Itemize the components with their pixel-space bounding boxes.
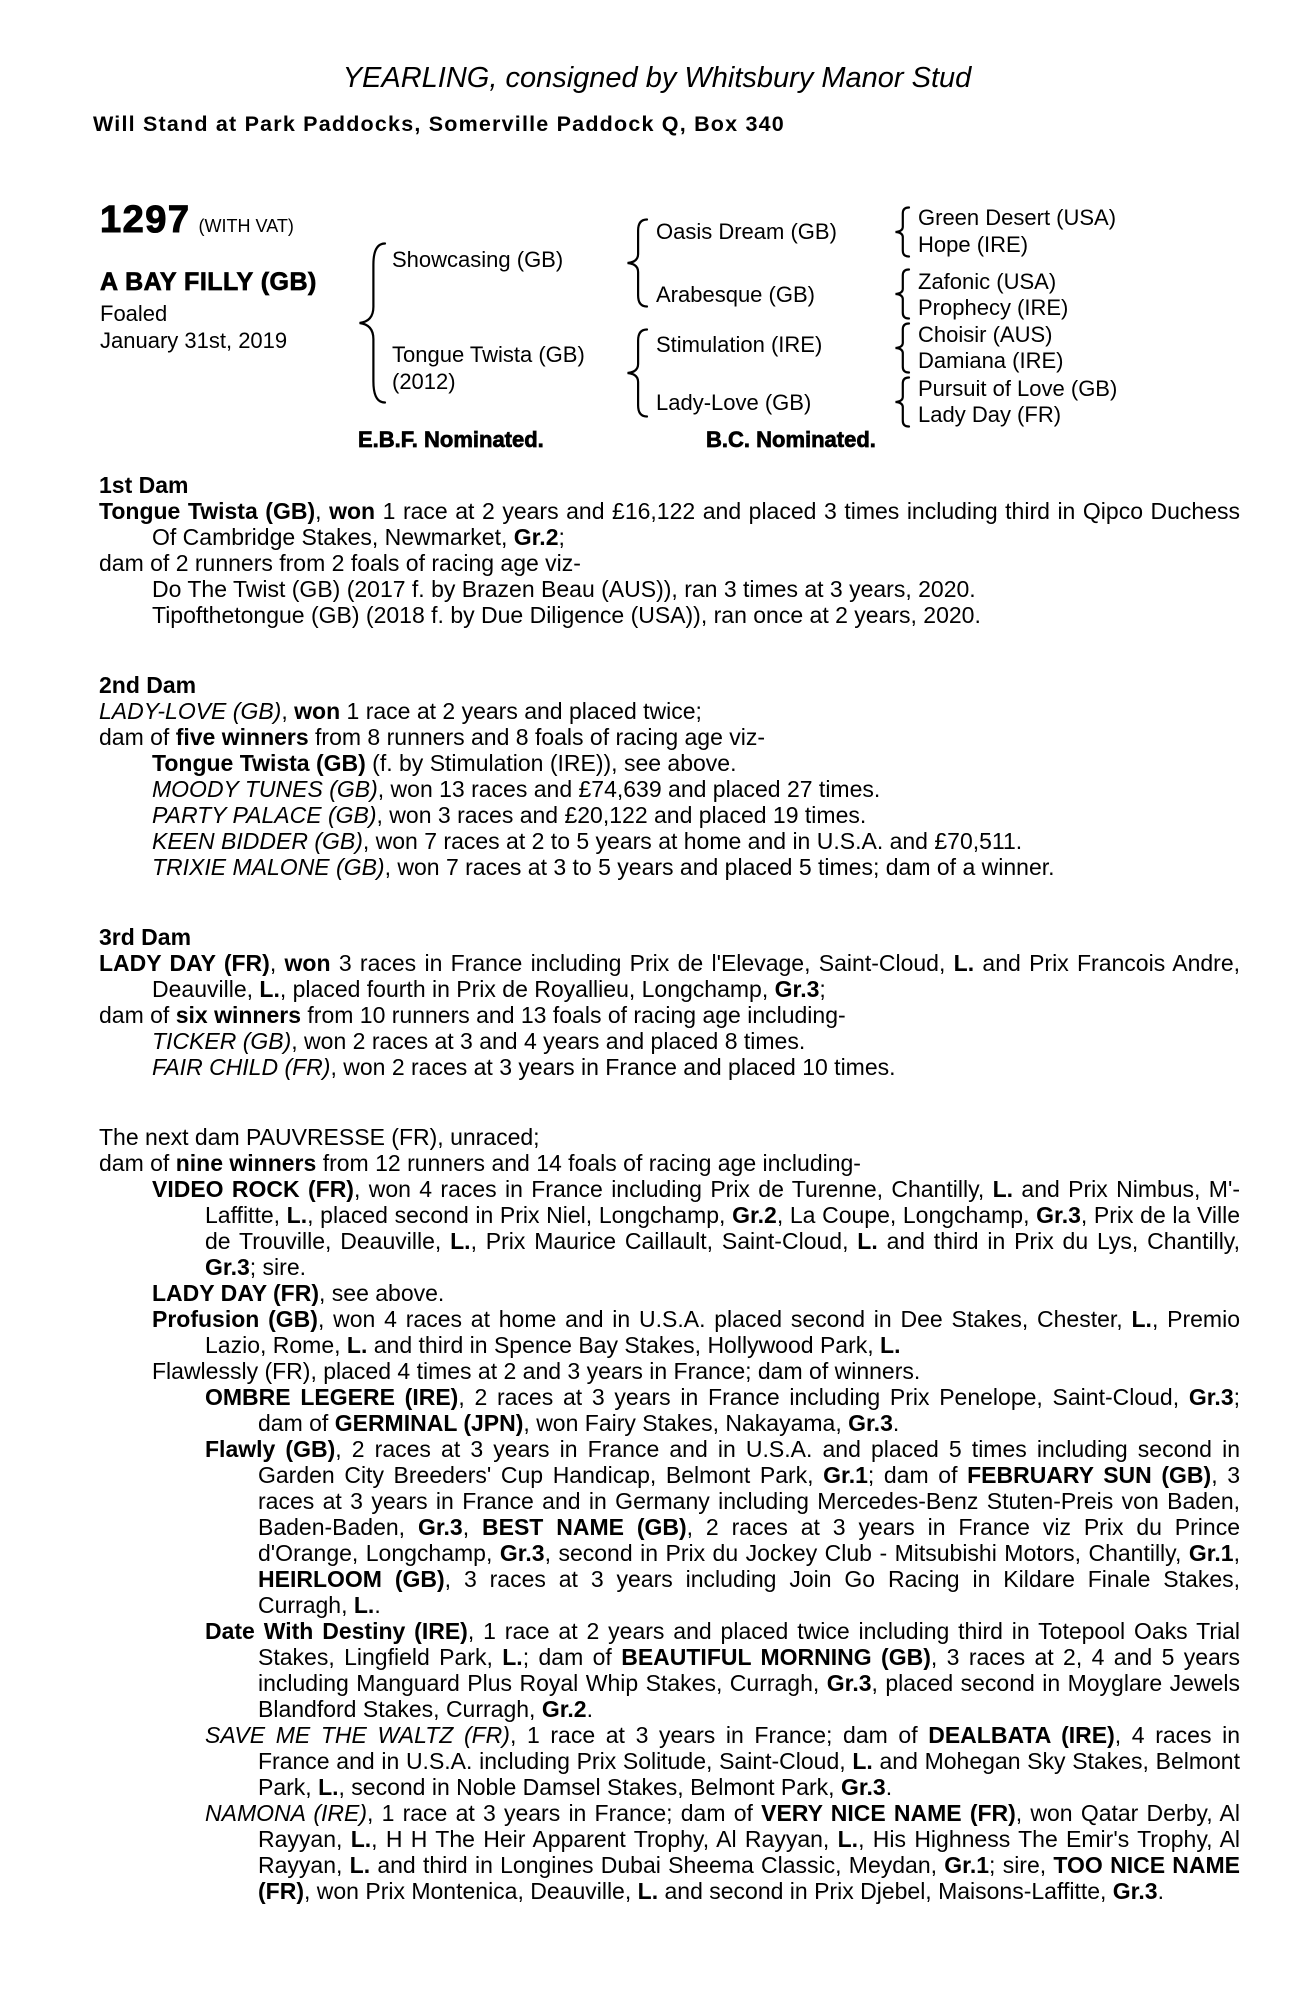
text-run: Gr.3 (840, 1774, 886, 1800)
text-run: , 1 race at 3 years in France; dam of (509, 1722, 929, 1748)
text-run: from 10 runners and 13 foals of racing age including- (301, 1002, 846, 1028)
page-title: YEARLING, consigned by Whitsbury Manor Stud (342, 62, 972, 94)
text-run: from 12 runners and 14 foals of racing age including- (316, 1150, 861, 1176)
text-run: , placed second in Prix Niel, Longchamp, (307, 1202, 733, 1228)
text-run: , placed second in Moyglare Jewels Blandford Stakes, Curragh, (258, 1670, 1240, 1722)
dam-section-heading: 2nd Dam (99, 672, 197, 698)
text-run: Gr.1 (823, 1462, 868, 1488)
text-run: L. (353, 1592, 375, 1618)
text-run: and third in Spence Bay Stakes, Hollywood Park, (367, 1332, 881, 1358)
text-run: , H H The Heir Apparent Trophy, Al Rayyan, (371, 1826, 838, 1852)
text-run: , 2 races at 3 years in France and in U.S.A. and placed 5 times including second in Garden City Breeders' Cup Handicap, Belmont Park, (258, 1436, 1240, 1488)
text-run: (f. by Stimulation (IRE)), see above. (365, 750, 737, 776)
text-run: Gr.1 (1188, 1540, 1234, 1566)
pedigree-paragraph (99, 776, 1240, 802)
text-run: . (586, 1696, 593, 1722)
text-run: Gr.3 (826, 1670, 872, 1696)
text-run: , won Fairy Stakes, Nakayama, (523, 1410, 849, 1436)
pedigree-paragraph (99, 576, 1240, 602)
text-run: Gr.3 (499, 1540, 545, 1566)
text-run: L. (502, 1644, 523, 1670)
text-run: L. (637, 1878, 659, 1904)
great-grandparent-name: Lady Day (FR) (918, 402, 1062, 427)
text-run: PARTY PALACE (GB) (152, 802, 377, 828)
greatgrandparents-brace-icon (894, 206, 910, 258)
text-run: , 2 races at 3 years in France including Prix Penelope, Saint-Cloud, (458, 1384, 1189, 1410)
text-run: TICKER (GB) (152, 1028, 292, 1054)
text-run: Flawly (GB) (205, 1436, 336, 1462)
text-run: L. (837, 1826, 859, 1852)
text-run: Gr.2 (513, 524, 559, 550)
lot-line (100, 199, 294, 241)
great-grandparent-name: Prophecy (IRE) (918, 295, 1069, 320)
text-run: , Prix Maurice Caillault, Saint-Cloud, (470, 1228, 858, 1254)
pedigree-paragraph (99, 1384, 1240, 1436)
text-run: , 3 races at 3 years including Join Go Racing in Kildare Finale Stakes, Curragh, (258, 1566, 1240, 1618)
dam-name: Tongue Twista (GB) (392, 342, 585, 367)
text-run: , 4 races in France and in U.S.A. including Prix Solitude, Saint-Cloud, (258, 1722, 1240, 1774)
text-run: Gr.3 (205, 1254, 250, 1280)
text-run: ; (558, 524, 565, 550)
text-run: . (1157, 1878, 1164, 1904)
text-run: L. (318, 1774, 339, 1800)
text-run: SAVE ME THE WALTZ (FR) (205, 1722, 510, 1748)
text-run: and third in Longines Dubai Sheema Classic, Meydan, (370, 1852, 945, 1878)
text-run: Gr.3 (774, 976, 820, 1002)
dam-year: (2012) (392, 369, 456, 394)
great-grandparent-name: Zafonic (USA) (918, 269, 1057, 294)
text-run: , 1 race at 2 years and placed twice including third in Totepool Oaks Trial Stakes, Lingfield Park, (258, 1618, 1241, 1670)
text-run: , (269, 950, 285, 976)
vat-note: (WITH VAT) (198, 216, 294, 236)
text-run: LADY-LOVE (GB) (99, 698, 282, 724)
text-run: Tongue Twista (GB) (99, 498, 316, 524)
text-run: Gr.3 (848, 1410, 893, 1436)
text-run: five winners (175, 724, 309, 750)
text-run: L. (450, 1228, 471, 1254)
text-run: Gr.2 (732, 1202, 777, 1228)
foaled-date: January 31st, 2019 (100, 328, 288, 353)
text-run: OMBRE LEGERE (IRE) (205, 1384, 459, 1410)
text-run: FAIR CHILD (FR) (152, 1054, 331, 1080)
text-run: Profusion (GB) (152, 1306, 318, 1332)
text-run: nine winners (175, 1150, 317, 1176)
sire-name: Showcasing (GB) (392, 247, 564, 272)
text-run: Gr.2 (541, 1696, 587, 1722)
text-run: dam of (99, 724, 176, 750)
text-run: and third in Prix du Lys, Chantilly, (877, 1228, 1240, 1254)
text-run: , His Highness The Emir's Trophy, Al Rayyan, (258, 1826, 1241, 1878)
text-run: Do The Twist (GB) (2017 f. by Brazen Beau (AUS)), ran 3 times at 3 years, 2020. (152, 576, 976, 602)
pedigree-paragraph (99, 1618, 1240, 1722)
text-run: , (315, 498, 330, 524)
text-run: L. (852, 1748, 873, 1774)
text-run: 1 race at 2 years and £16,122 and placed 3 times including third in Qipco Duchess Of Cambridge Stakes, Newmarket, (152, 498, 1241, 550)
pedigree-paragraph (99, 1028, 1240, 1054)
dam-sire-name: Stimulation (IRE) (656, 332, 823, 357)
pedigree-paragraph (99, 698, 1240, 724)
greatgrandparents-brace-icon (894, 376, 910, 428)
text-run: L. (953, 950, 975, 976)
text-run: GERMINAL (JPN) (334, 1410, 524, 1436)
pedigree-paragraph (99, 1358, 1240, 1384)
text-run: VIDEO ROCK (FR) (152, 1176, 354, 1202)
text-run: L. (992, 1176, 1014, 1202)
text-run: L. (350, 1826, 372, 1852)
text-run: won (294, 698, 341, 724)
pedigree-paragraph (99, 498, 1240, 550)
dam-section-heading: 3rd Dam (99, 924, 192, 950)
stand-location: Will Stand at Park Paddocks, Somerville Paddock Q, Box 340 (93, 112, 785, 136)
text-run: ; dam of (867, 1462, 968, 1488)
text-run: , 3 races at 2, 4 and 5 years including Manguard Plus Royal Whip Stakes, Curragh, (258, 1644, 1241, 1696)
text-run: Tongue Twista (GB) (152, 750, 366, 776)
great-grandparent-name: Choisir (AUS) (918, 322, 1053, 347)
text-run: MOODY TUNES (GB) (152, 776, 378, 802)
text-run: Gr.1 (944, 1852, 990, 1878)
text-run: FEBRUARY SUN (GB) (967, 1462, 1212, 1488)
text-run: VERY NICE NAME (FR) (761, 1800, 1016, 1826)
text-run: KEEN BIDDER (GB) (152, 828, 363, 854)
pedigree-paragraph (99, 724, 1240, 750)
text-run: , won 13 races and £74,639 and placed 27 times. (377, 776, 881, 802)
ebf-nominated: E.B.F. Nominated. (358, 427, 544, 452)
pedigree-paragraph (99, 854, 1240, 880)
text-run: L. (286, 1202, 308, 1228)
text-run: DEALBATA (IRE) (928, 1722, 1115, 1748)
text-run: , Prix de la Ville de Trouville, Deauville, (205, 1202, 1240, 1254)
text-run: ; (819, 976, 826, 1002)
text-run: , (1233, 1540, 1240, 1566)
text-run: six winners (175, 1002, 301, 1028)
pedigree-paragraph (99, 602, 1240, 628)
text-run: L. (349, 1852, 371, 1878)
great-grandparent-name: Pursuit of Love (GB) (918, 376, 1118, 401)
pedigree-paragraph (99, 550, 1240, 576)
dam-dam-name: Lady-Love (GB) (656, 390, 812, 415)
text-run: Tipofthetongue (GB) (2018 f. by Due Diligence (USA)), ran once at 2 years, 2020. (152, 602, 981, 628)
text-run: . (885, 1774, 893, 1800)
text-run: Gr.3 (417, 1514, 463, 1540)
text-run: , (462, 1514, 482, 1540)
text-run: L. (346, 1332, 368, 1358)
text-run: Gr.3 (1112, 1878, 1158, 1904)
text-run: , won 4 races in France including Prix de Turenne, Chantilly, (353, 1176, 993, 1202)
text-run: , Premio Lazio, Rome, (205, 1306, 1240, 1358)
text-run: The next dam PAUVRESSE (FR), unraced; (99, 1124, 540, 1150)
pedigree-paragraph (99, 950, 1240, 1002)
text-run: , see above. (319, 1280, 445, 1306)
text-run: and second in Prix Djebel, Maisons-Laffitte, (658, 1878, 1113, 1904)
text-run: L. (857, 1228, 878, 1254)
text-run: . (374, 1592, 381, 1618)
dam-section-heading: 1st Dam (99, 472, 189, 498)
text-run: Gr.3 (1036, 1202, 1081, 1228)
text-run: BEAUTIFUL MORNING (GB) (621, 1644, 931, 1670)
greatgrandparents-brace-icon (894, 268, 910, 320)
text-run: . (892, 1410, 900, 1436)
text-run: dam of 2 runners from 2 foals of racing age viz- (99, 550, 581, 576)
text-run: TRIXIE MALONE (GB) (152, 854, 385, 880)
lot-number: 1297 (100, 199, 191, 241)
pedigree-paragraph (99, 1176, 1240, 1280)
great-grandparent-name: Green Desert (USA) (918, 205, 1117, 230)
text-run: , won 4 races at home and in U.S.A. placed second in Dee Stakes, Chester, (317, 1306, 1132, 1332)
text-run: , 2 races at 3 years in France viz Prix du Prince d'Orange, Longchamp, (258, 1514, 1240, 1566)
pedigree-paragraph (99, 828, 1240, 854)
text-run: , 3 races at 3 years in France and in Germany including Mercedes-Benz Stuten-Preis von Baden, Baden-Baden, (258, 1462, 1240, 1540)
text-run: , La Coupe, Longchamp, (776, 1202, 1037, 1228)
text-run: Gr.3 (1188, 1384, 1234, 1410)
pedigree-paragraph (99, 1306, 1240, 1358)
text-run: ; sire, (989, 1852, 1054, 1878)
text-run: NAMONA (IRE) (205, 1800, 367, 1826)
text-run: , (281, 698, 295, 724)
pedigree-paragraph (99, 1124, 1240, 1150)
text-run: won (329, 498, 376, 524)
text-run: L. (1131, 1306, 1152, 1332)
greatgrandparents-brace-icon (894, 322, 910, 374)
text-run: , 1 race at 3 years in France; dam of (366, 1800, 762, 1826)
text-run: TOO NICE NAME (FR) (258, 1852, 1241, 1904)
pedigree-paragraph (99, 802, 1240, 828)
text-run: and Prix Francois Andre, Deauville, (152, 950, 1241, 1002)
text-run: , won Qatar Derby, Al Rayyan, (258, 1800, 1240, 1852)
text-run: , won 7 races at 3 to 5 years and placed 5 times; dam of a winner. (384, 854, 1055, 880)
dam-grandparents-brace-icon (626, 328, 648, 418)
text-run: BEST NAME (GB) (482, 1514, 687, 1540)
text-run: from 8 runners and 8 foals of racing age viz- (308, 724, 766, 750)
text-run: and Prix Nimbus, M'-Laffitte, (205, 1176, 1241, 1228)
text-run: HEIRLOOM (GB) (258, 1566, 445, 1592)
text-run: Flawlessly (FR), placed 4 times at 2 and 3 years in France; dam of winners. (152, 1358, 921, 1384)
pedigree-paragraph (99, 1150, 1240, 1176)
text-run: 1 race at 2 years and placed twice; (340, 698, 702, 724)
pedigree-paragraph (99, 750, 1240, 776)
text-run: and Mohegan Sky Stakes, Belmont Park, (258, 1748, 1240, 1800)
text-run: dam of (99, 1002, 176, 1028)
pedigree-text (99, 472, 1240, 1904)
great-grandparent-name: Hope (IRE) (918, 232, 1029, 257)
pedigree-table (0, 162, 1314, 474)
text-run: ; sire. (249, 1254, 306, 1280)
text-run: L. (259, 976, 280, 1002)
sire-dam-name: Arabesque (GB) (656, 282, 815, 307)
text-run: ; dam of (258, 1384, 1241, 1436)
text-run: , won Prix Montenica, Deauville, (303, 1878, 638, 1904)
text-run: dam of (99, 1150, 176, 1176)
horse-description: A BAY FILLY (GB) (100, 268, 317, 296)
text-run: Date With Destiny (IRE) (205, 1618, 468, 1644)
pedigree-paragraph (99, 1436, 1240, 1618)
foaled-label: Foaled (100, 301, 168, 326)
text-run: , won 2 races at 3 and 4 years and placed 8 times. (291, 1028, 806, 1054)
text-run: 3 races in France including Prix de l'Elevage, Saint-Cloud, (330, 950, 954, 976)
text-run: , second in Noble Damsel Stakes, Belmont Park, (338, 1774, 841, 1800)
text-run: won (284, 950, 331, 976)
sire-grandparents-brace-icon (626, 218, 648, 308)
text-run: ; dam of (522, 1644, 622, 1670)
text-run: , placed fourth in Prix de Royallieu, Longchamp, (279, 976, 775, 1002)
text-run: , won 3 races and £20,122 and placed 19 times. (376, 802, 867, 828)
great-grandparent-name: Damiana (IRE) (918, 348, 1064, 373)
text-run: , won 2 races at 3 years in France and placed 10 times. (330, 1054, 896, 1080)
text-run: LADY DAY (FR) (152, 1280, 319, 1306)
pedigree-paragraph (99, 1722, 1240, 1800)
text-run: LADY DAY (FR) (99, 950, 270, 976)
pedigree-paragraph (99, 1280, 1240, 1306)
text-run: , second in Prix du Jockey Club - Mitsubishi Motors, Chantilly, (544, 1540, 1189, 1566)
sire-sire-name: Oasis Dream (GB) (656, 219, 837, 244)
pedigree-paragraph (99, 1054, 1240, 1080)
parents-brace-icon (358, 242, 386, 404)
text-run: , won 7 races at 2 to 5 years at home and in U.S.A. and £70,511. (362, 828, 1023, 854)
bc-nominated: B.C. Nominated. (706, 427, 876, 452)
text-run: L. (880, 1332, 901, 1358)
pedigree-paragraph (99, 1800, 1240, 1904)
pedigree-paragraph (99, 1002, 1240, 1028)
